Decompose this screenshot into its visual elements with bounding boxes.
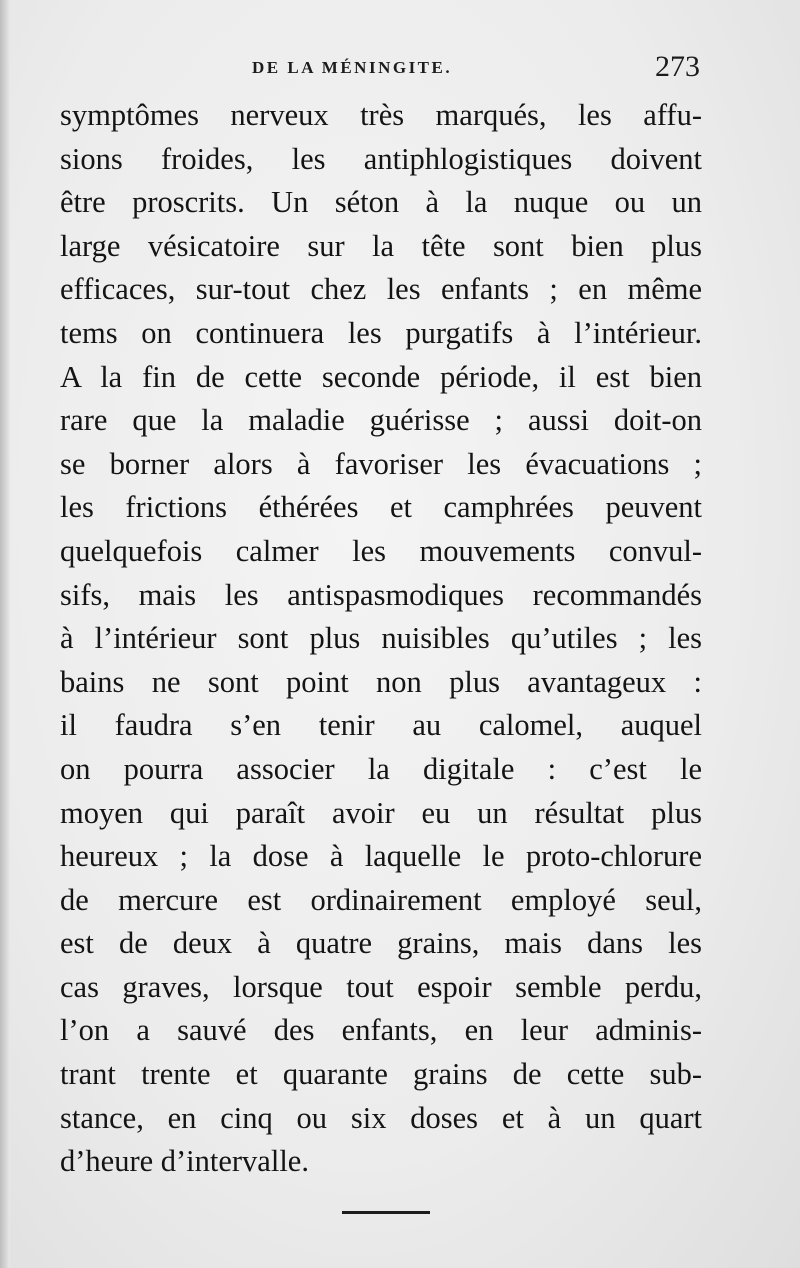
text-line-20: est de deux à quatre grains, mais dans les — [60, 926, 702, 961]
text-line-16: on pourra associer la digitale : c’est le — [60, 751, 702, 786]
text-line-8: rare que la maladie guérisse ; aussi doit-on — [60, 403, 702, 438]
page-number: 273 — [655, 50, 700, 83]
text-line-11: quelquefois calmer les mouvements convul- — [60, 533, 702, 568]
text-line-1: symptômes nerveux très marqués, les affu- — [60, 98, 702, 132]
text-line-6: tems on continuera les purgatifs à l’intérieur. — [60, 315, 702, 350]
text-line-9: se borner alors à favoriser les évacuations ; — [60, 446, 702, 481]
text-line-21: cas graves, lorsque tout espoir semble perdu, — [60, 969, 702, 1004]
text-line-13: à l’intérieur sont plus nuisibles qu’utiles ; les — [60, 621, 702, 656]
text-line-25: d’heure d’intervalle. — [60, 1144, 309, 1179]
page-edge-shadow — [0, 0, 10, 1268]
text-line-10: les frictions éthérées et camphrées peuvent — [60, 490, 702, 525]
text-line-5: efficaces, sur-tout chez les enfants ; en même — [60, 272, 702, 307]
text-line-17: moyen qui paraît avoir eu un résultat plus — [60, 795, 702, 830]
text-line-15: il faudra s’en tenir au calomel, auquel — [60, 708, 702, 743]
text-line-23: trant trente et quarante grains de cette sub- — [60, 1057, 702, 1092]
body-text — [60, 94, 702, 1184]
text-line-3: être proscrits. Un séton à la nuque ou un — [60, 185, 702, 220]
end-rule — [342, 1211, 430, 1214]
text-line-18: heureux ; la dose à laquelle le proto-chlorure — [60, 839, 702, 874]
text-line-12: sifs, mais les antispasmodiques recommandés — [60, 577, 702, 612]
text-line-7: A la fin de cette seconde période, il est bien — [60, 359, 702, 394]
text-line-19: de mercure est ordinairement employé seul, — [60, 882, 702, 917]
text-line-24: stance, en cinq ou six doses et à un quart — [60, 1100, 702, 1135]
running-title: DE LA MÉNINGITE. — [252, 58, 453, 77]
text-line-14: bains ne sont point non plus avantageux : — [60, 664, 702, 699]
text-line-2: sions froides, les antiphlogistiques doivent — [60, 141, 702, 176]
text-line-4: large vésicatoire sur la tête sont bien plus — [60, 228, 702, 263]
running-head — [60, 52, 700, 86]
text-line-22: l’on a sauvé des enfants, en leur adminis- — [60, 1013, 702, 1048]
